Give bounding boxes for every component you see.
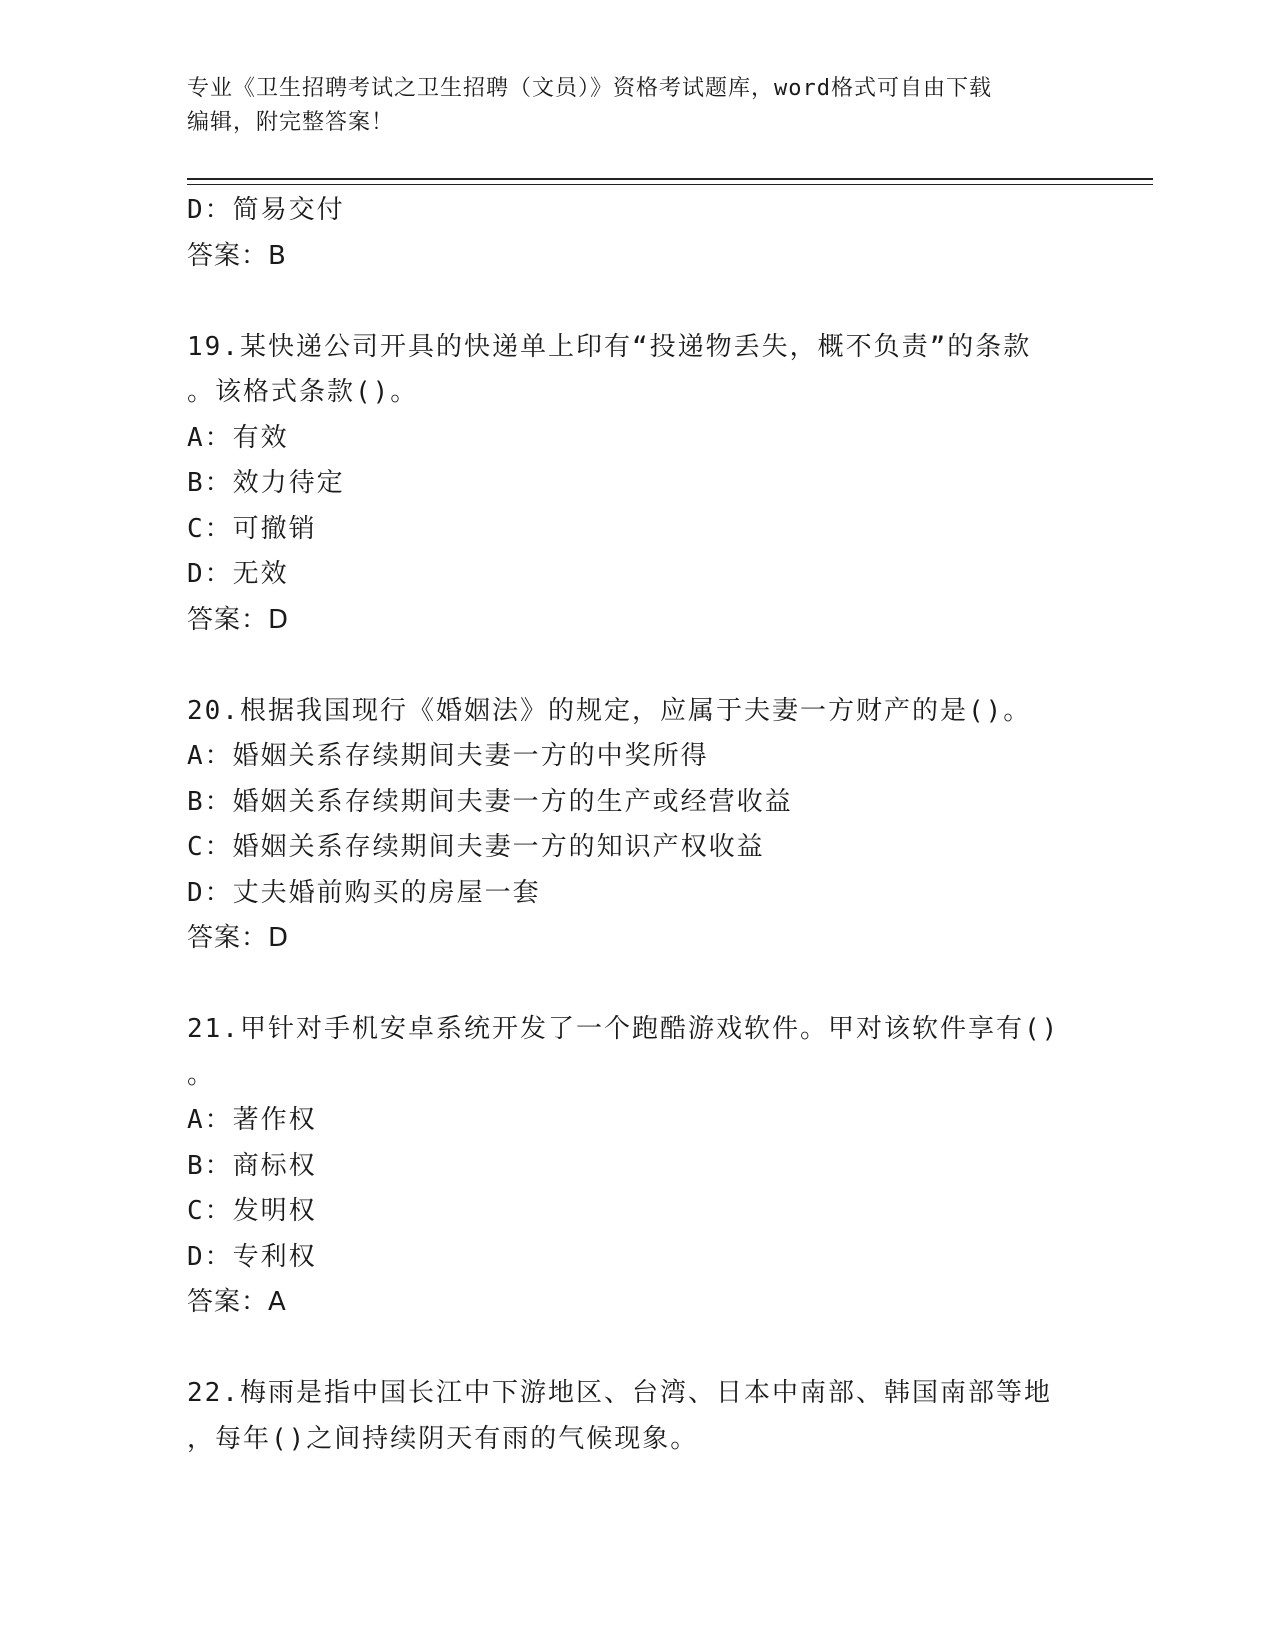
header-line-1: 专业《卫生招聘考试之卫生招聘（文员）》资格考试题库，word格式可自由下载: [187, 76, 992, 101]
question-19-option-a: A：有效: [187, 422, 289, 453]
question-19-stem-line-1: 19.某快递公司开具的快递单上印有“投递物丢失，概不负责”的条款: [187, 331, 1032, 362]
question-22-stem-line-1: 22.梅雨是指中国长江中下游地区、台湾、日本中南部、韩国南部等地: [187, 1378, 1052, 1408]
document-header: [187, 72, 1067, 140]
question-19-answer: 答案：D: [187, 604, 290, 635]
question-20-option-c: C：婚姻关系存续期间夫妻一方的知识产权收益: [187, 832, 765, 862]
question-21: [187, 1007, 1087, 1326]
spacer: [187, 279, 1087, 325]
question-list: [187, 188, 1087, 1462]
question-21-option-a: A：著作权: [187, 1105, 317, 1135]
header-rule-thin: [187, 184, 1153, 185]
question-21-stem-line-1: 21.甲针对手机安卓系统开发了一个跑酷游戏软件。甲对该软件享有(): [187, 1014, 1060, 1044]
question-20-stem-line-1: 20.根据我国现行《婚姻法》的规定，应属于夫妻一方财产的是()。: [187, 695, 1032, 726]
question-21-stem-line-2: 。: [187, 1059, 216, 1090]
question-19-option-c: C：可撤销: [187, 513, 317, 544]
question-20-option-a: A：婚姻关系存续期间夫妻一方的中奖所得: [187, 741, 709, 771]
question-22: [187, 1371, 1087, 1462]
question-20-option-d: D：丈夫婚前购买的房屋一套: [187, 877, 541, 908]
prev-option-d: D：简易交付: [187, 195, 345, 225]
question-21-option-b: B：商标权: [187, 1150, 317, 1181]
header-rule-thick: [187, 178, 1153, 180]
question-19-option-d: D：无效: [187, 559, 289, 589]
prev-answer: 答案：B: [187, 240, 287, 271]
question-21-option-c: C：发明权: [187, 1196, 317, 1226]
question-20-answer: 答案：D: [187, 923, 290, 953]
question-21-answer: 答案：A: [187, 1287, 287, 1317]
question-21-option-d: D：专利权: [187, 1241, 317, 1272]
question-19: [187, 325, 1087, 644]
spacer: [187, 643, 1087, 689]
question-19-stem-line-2: 。该格式条款()。: [187, 377, 419, 407]
question-20: [187, 689, 1087, 962]
spacer: [187, 1326, 1087, 1372]
spacer: [187, 962, 1087, 1008]
question-20-option-b: B：婚姻关系存续期间夫妻一方的生产或经营收益: [187, 786, 793, 817]
question-19-option-b: B：效力待定: [187, 468, 345, 498]
header-line-2: 编辑，附完整答案！: [187, 110, 395, 135]
question-22-stem-line-2: ，每年()之间持续阴天有雨的气候现象。: [187, 1423, 699, 1454]
